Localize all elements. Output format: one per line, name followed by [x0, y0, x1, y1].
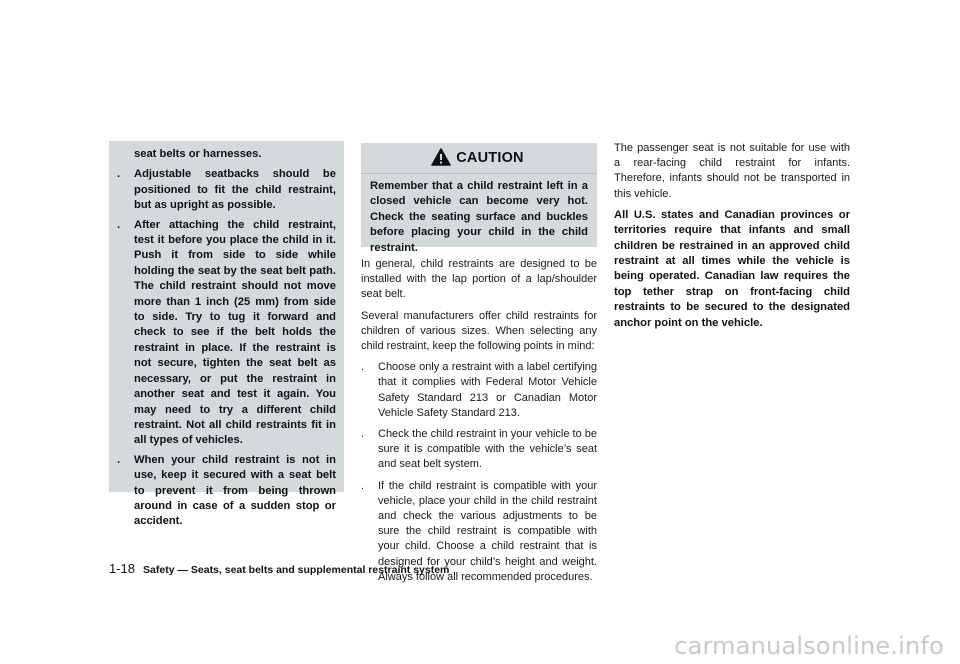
warning-bullet-text: When your child restraint is not in use, keep it secured with a seat belt to prevent it from being thrown around in case of a sudden stop or accident.	[134, 453, 336, 528]
warning-bullet-1	[117, 167, 336, 213]
paragraph: The passenger seat is not suitable for use with a rear-facing child restraint for infants. Therefore, infants should not be transported in this vehicle.	[614, 142, 850, 200]
middle-column	[361, 257, 597, 591]
watermark: carmanualsonline.info	[674, 632, 944, 660]
page-footer	[109, 561, 449, 576]
section-title: Safety — Seats, seat belts and supplemental restraint system	[143, 564, 450, 576]
page-number: 1-18	[109, 561, 136, 576]
paragraph: In general, child restraints are designed to be installed with the lap portion of a lap/shoulder seat belt.	[361, 258, 597, 301]
list-item-text: Choose only a restraint with a label certifying that it complies with Federal Motor Vehicle Safety Standard 213 or Canadian Motor Vehicle Safety Standard 213.	[378, 361, 597, 419]
warning-bullet-text: Adjustable seatbacks should be positioned to fit the child restraint, but as upright as possible.	[134, 168, 336, 212]
bullet-dot: .	[361, 428, 365, 441]
bullet-dot: .	[117, 453, 121, 466]
warning-triangle-icon	[431, 148, 451, 171]
paragraph: Several manufacturers offer child restraints for children of various sizes. When selecting any child restraint, keep the following points in mind:	[361, 309, 597, 353]
warning-continuation: seat belts or harnesses.	[134, 148, 262, 160]
list-item-text: Check the child restraint in your vehicle to be sure it is compatible with the vehicle’s seat and seat belt system.	[378, 428, 597, 471]
warning-bullet-3	[117, 453, 336, 530]
warning-box-continued	[109, 141, 344, 528]
warning-bullet-text: After attaching the child restraint, test it before you place the child in it. Push it from side to side while holding the seat by the seat belt path. The child restraint should not move more than 1 inch (25 mm) from side to side. Try to tug it forward and check to see if the belt holds the restraint in place. If the restraint is not secure, tighten the seat belt as necessary, or put the restraint in another seat and test it again. You may need to try a different child restraint. Not all child restraints fit in all types of vehicles.	[134, 218, 336, 447]
bullet-dot: .	[117, 168, 121, 181]
list-item	[361, 360, 597, 421]
caution-text: Remember that a child restraint left in a closed vehicle can become very hot. Check the seating surface and buckles before placing your child in the child restraint.	[370, 180, 588, 254]
warning-bullet-2	[117, 218, 336, 449]
caution-header	[361, 143, 597, 174]
caution-box	[361, 143, 597, 254]
list-item	[361, 427, 597, 473]
list-item-text: If the child restraint is compatible with your vehicle, place your child in the child restraint and check the various adjustments to be sure the child restraint is compatible with your child. Choose a child restraint that is designed for your child’s height and weight. Always follow all recommended procedures.	[378, 479, 597, 583]
bold-paragraph: All U.S. states and Canadian provinces or territories require that infants and small children be restrained in an approved child restraint at all times while the vehicle is being operated. Canadian law requires the top tether strap on front-facing child restraints to be secured to the designated anchor point on the vehicle.	[614, 208, 850, 329]
caution-title: CAUTION	[456, 150, 524, 166]
bullet-dot: .	[361, 361, 365, 374]
bullet-dot: .	[117, 218, 121, 231]
bullet-dot: .	[361, 479, 365, 492]
right-column	[614, 141, 850, 337]
